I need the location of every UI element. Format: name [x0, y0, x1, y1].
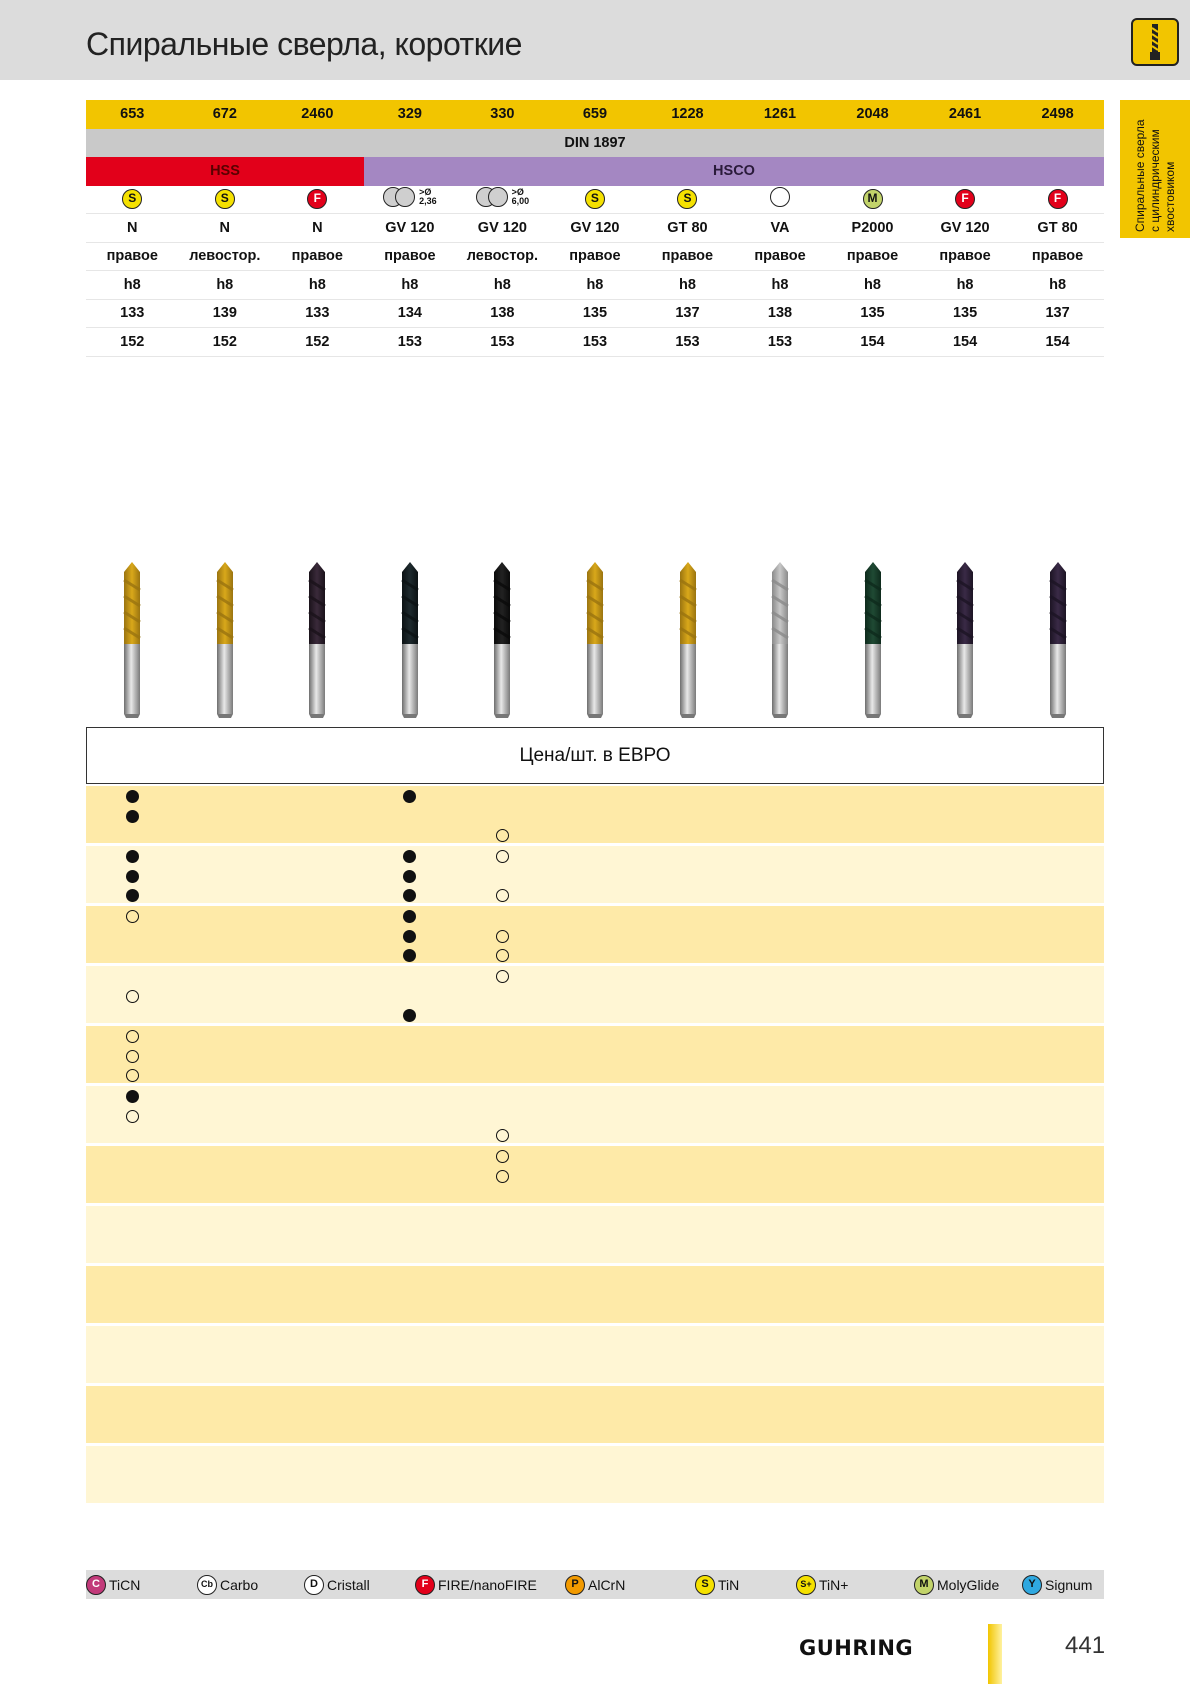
hss-label: HSS	[86, 157, 364, 186]
material-row	[86, 157, 1104, 186]
open-circle-icon	[126, 1030, 139, 1043]
coating-cell	[179, 189, 272, 209]
page-number: 441	[1065, 1632, 1106, 1659]
tolerance-value: h8	[586, 276, 604, 293]
page-ref: 153	[397, 333, 422, 350]
coating-s-icon: S	[122, 189, 142, 209]
grid-band	[86, 846, 1104, 903]
drill-icon	[768, 562, 792, 718]
legend-item	[86, 1575, 140, 1595]
coating-legend-icon: M	[914, 1575, 934, 1595]
coating-cell	[364, 187, 457, 211]
type-value: GV 120	[477, 219, 527, 236]
direction-value: правое	[939, 248, 991, 265]
open-circle-icon	[126, 1069, 139, 1082]
filled-dot-icon	[403, 910, 416, 923]
legend-label: TiN+	[819, 1576, 849, 1593]
coating-m-icon: M	[863, 189, 883, 209]
legend-item	[565, 1575, 625, 1595]
filled-dot-icon	[126, 889, 139, 902]
type-value: N	[127, 219, 138, 236]
coating-cell	[271, 189, 364, 209]
page-ref-row	[86, 328, 1104, 357]
page-title: Спиральные сверла, короткие	[86, 26, 522, 62]
open-circle-icon	[496, 829, 509, 842]
article-number: 653	[120, 106, 145, 123]
page-ref: 152	[120, 333, 145, 350]
page-ref: 153	[675, 333, 700, 350]
page-ref: 154	[952, 333, 978, 350]
diameter-note-line: 2,36	[419, 196, 437, 207]
accent-bar	[988, 1624, 1002, 1684]
legend-label: AlCrN	[588, 1576, 626, 1593]
page-ref: 135	[582, 305, 608, 322]
page-ref: 153	[582, 333, 608, 350]
tolerance-value: h8	[678, 276, 696, 293]
filled-dot-icon	[403, 850, 416, 863]
type-value: GV 120	[385, 219, 435, 236]
article-number: 2498	[1041, 106, 1074, 123]
grid-band	[86, 906, 1104, 963]
legend-item	[197, 1575, 258, 1595]
page-ref: 135	[860, 305, 885, 322]
diameter-note-line: >Ø	[419, 187, 432, 198]
direction-row	[86, 243, 1104, 272]
legend-label: MolyGlide	[937, 1576, 1000, 1593]
direction-value: правое	[754, 248, 806, 265]
page-ref: 137	[675, 305, 700, 322]
coating-s-icon: S	[215, 189, 235, 209]
open-circle-icon	[496, 970, 509, 983]
legend-item	[695, 1575, 739, 1595]
filled-dot-icon	[126, 850, 139, 863]
coating-cell	[1011, 189, 1104, 209]
uncoated-icon	[770, 187, 790, 207]
uncoated-double-icon	[476, 187, 530, 207]
coating-cell	[919, 189, 1012, 209]
coating-legend-icon: P	[565, 1575, 585, 1595]
page-ref-row	[86, 300, 1104, 329]
direction-value: левостор.	[189, 248, 261, 265]
diameter-note	[419, 188, 437, 206]
coating-legend	[86, 1570, 1104, 1599]
filled-dot-icon	[126, 1090, 139, 1103]
page-ref: 137	[1045, 305, 1070, 322]
tolerance-value: h8	[956, 276, 974, 293]
open-circle-icon	[496, 850, 509, 863]
spec-table	[86, 100, 1104, 357]
direction-value: правое	[291, 248, 343, 265]
filled-dot-icon	[403, 889, 416, 902]
coating-cell	[456, 187, 549, 211]
type-value: N	[312, 219, 323, 236]
grid-band	[86, 1146, 1104, 1203]
direction-value: правое	[846, 248, 899, 265]
diameter-note-line: 6,00	[511, 196, 530, 207]
page-ref: 152	[305, 333, 330, 350]
legend-item	[1022, 1575, 1092, 1595]
side-tab-line: Спиральные сверла	[1132, 119, 1147, 232]
brand-logo: GUHRING	[799, 1636, 914, 1660]
filled-dot-icon	[403, 930, 416, 943]
direction-value: правое	[384, 248, 436, 265]
drill-icon	[676, 562, 700, 718]
tolerance-value: h8	[864, 276, 881, 293]
page-ref: 153	[490, 333, 515, 350]
legend-item	[796, 1575, 848, 1595]
availability-grid	[86, 786, 1104, 1506]
drill-images	[86, 562, 1104, 718]
open-circle-icon	[496, 1150, 509, 1163]
filled-dot-icon	[403, 949, 416, 962]
standard-row	[86, 129, 1104, 158]
open-circle-icon	[496, 949, 509, 962]
article-number: 330	[490, 106, 515, 123]
drill-icon	[953, 562, 977, 718]
grid-band	[86, 1086, 1104, 1143]
legend-label: Carbo	[220, 1576, 259, 1593]
standard-label: DIN 1897	[564, 134, 626, 151]
drill-icon	[861, 562, 885, 718]
drill-icon	[213, 562, 237, 718]
grid-band	[86, 1206, 1104, 1263]
page-ref: 139	[212, 305, 237, 322]
open-circle-icon	[496, 930, 509, 943]
filled-dot-icon	[126, 790, 139, 803]
page-ref: 154	[1045, 333, 1070, 350]
tolerance-value: h8	[401, 276, 419, 293]
coating-legend-icon: D	[304, 1575, 324, 1595]
open-circle-icon	[126, 1050, 139, 1063]
drill-icon	[120, 562, 144, 718]
tolerance-value: h8	[493, 276, 511, 293]
coating-f-icon: F	[1048, 189, 1068, 209]
open-circle-icon	[126, 990, 139, 1003]
type-value: P2000	[851, 219, 894, 236]
tolerance-value: h8	[216, 276, 234, 293]
coating-cell	[86, 189, 179, 209]
grid-band	[86, 1386, 1104, 1443]
legend-label: Cristall	[327, 1576, 370, 1593]
side-tab-line: хвостовиком	[1162, 161, 1177, 232]
open-circle-icon	[496, 1170, 509, 1183]
filled-dot-icon	[403, 870, 416, 883]
type-value: N	[219, 219, 231, 236]
article-number: 2048	[856, 106, 889, 123]
coating-s-icon: S	[585, 189, 605, 209]
legend-label: Signum	[1045, 1576, 1093, 1593]
hsco-label: HSCO	[364, 157, 1104, 186]
coating-cell	[641, 189, 734, 209]
grid-band	[86, 1266, 1104, 1323]
article-number: 659	[582, 106, 608, 123]
coating-cell	[734, 187, 827, 211]
article-number: 672	[212, 106, 237, 123]
page-ref: 154	[860, 333, 885, 350]
price-header	[86, 727, 1104, 784]
drill-icon	[305, 562, 329, 718]
filled-dot-icon	[403, 1009, 416, 1022]
circle-icon	[488, 187, 508, 207]
grid-band	[86, 966, 1104, 1023]
drill-icon	[1046, 562, 1070, 718]
coating-legend-icon: Cb	[197, 1575, 217, 1595]
page-ref: 135	[952, 305, 978, 322]
filled-dot-icon	[126, 810, 139, 823]
article-number: 1228	[671, 106, 704, 123]
direction-value: правое	[569, 248, 621, 265]
coating-f-icon: F	[955, 189, 975, 209]
tolerance-value: h8	[123, 276, 141, 293]
open-circle-icon	[496, 1129, 509, 1142]
legend-label: FIRE/nanoFIRE	[438, 1576, 537, 1593]
open-circle-icon	[126, 910, 139, 923]
open-circle-icon	[126, 1110, 139, 1123]
article-number-row	[86, 100, 1104, 129]
article-number: 329	[397, 106, 422, 123]
drill-icon	[583, 562, 607, 718]
price-header-label: Цена/шт. в ЕВРО	[519, 744, 671, 766]
tolerance-row	[86, 271, 1104, 300]
drill-icon	[398, 562, 422, 718]
coating-cell	[826, 189, 919, 209]
type-value: GV 120	[940, 219, 990, 236]
type-value: GT 80	[667, 219, 708, 236]
type-value: GT 80	[1037, 219, 1078, 236]
coating-legend-icon: S+	[796, 1575, 816, 1595]
grid-band	[86, 786, 1104, 843]
diameter-note-line: >Ø	[511, 187, 524, 198]
drill-icon	[1131, 18, 1179, 66]
coating-f-icon: F	[307, 189, 327, 209]
type-value: VA	[770, 219, 790, 236]
tolerance-value: h8	[308, 276, 326, 293]
coating-cell	[549, 189, 642, 209]
page-ref: 133	[120, 305, 145, 322]
coating-legend-icon: Y	[1022, 1575, 1042, 1595]
direction-value: правое	[661, 248, 714, 265]
article-number: 2460	[301, 106, 334, 123]
direction-value: правое	[1031, 248, 1084, 265]
direction-value: левостор.	[466, 248, 538, 265]
open-circle-icon	[496, 889, 509, 902]
filled-dot-icon	[403, 790, 416, 803]
article-number: 1261	[763, 106, 797, 123]
coating-legend-icon: S	[695, 1575, 715, 1595]
page-ref: 138	[490, 305, 515, 322]
type-value: GV 120	[570, 219, 620, 236]
side-tab[interactable]	[1120, 100, 1190, 238]
tolerance-value: h8	[1049, 276, 1067, 293]
circle-icon	[395, 187, 415, 207]
drill-icon	[490, 562, 514, 718]
legend-item	[914, 1575, 999, 1595]
page-ref: 153	[767, 333, 793, 350]
coating-legend-icon: C	[86, 1575, 106, 1595]
article-number: 2461	[948, 106, 982, 123]
direction-value: правое	[106, 248, 158, 265]
grid-band	[86, 1026, 1104, 1083]
filled-dot-icon	[126, 870, 139, 883]
type-row	[86, 214, 1104, 243]
page-ref: 138	[767, 305, 793, 322]
page-ref: 133	[305, 305, 330, 322]
grid-band	[86, 1326, 1104, 1383]
legend-item	[415, 1575, 537, 1595]
diameter-note	[512, 188, 530, 206]
side-tab-line: с цилиндрическим	[1147, 129, 1162, 232]
tolerance-value: h8	[771, 276, 789, 293]
grid-band	[86, 1446, 1104, 1503]
page-ref: 152	[212, 333, 237, 350]
uncoated-double-icon	[383, 187, 437, 207]
coating-row	[86, 186, 1104, 215]
coating-s-icon: S	[677, 189, 697, 209]
coating-legend-icon: F	[415, 1575, 435, 1595]
legend-label: TiN	[718, 1576, 740, 1593]
page-ref: 134	[397, 305, 422, 322]
legend-item	[304, 1575, 370, 1595]
legend-label: TiCN	[109, 1576, 141, 1593]
